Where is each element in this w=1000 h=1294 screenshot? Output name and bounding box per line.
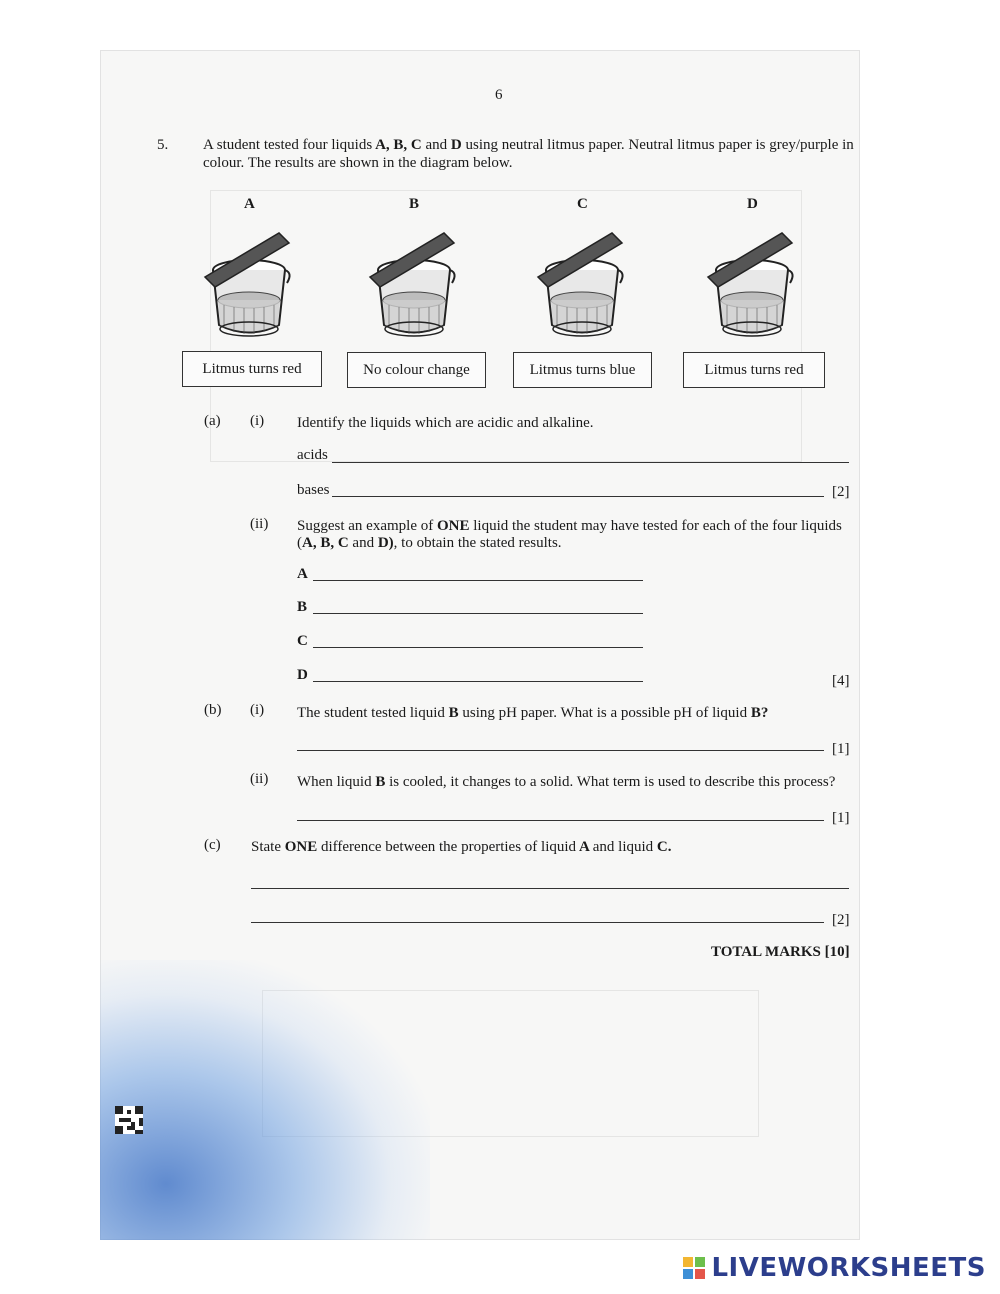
result-box-b: No colour change <box>347 352 486 388</box>
beaker-letter-b: B <box>409 196 420 212</box>
part-a-ii-text-2: (A, B, C and D), to obtain the stated results. <box>297 535 562 551</box>
part-a-ii-text-1: Suggest an example of ONE liquid the student may have tested for each of the four liquids <box>297 518 842 534</box>
beaker-icon-c <box>532 225 632 345</box>
part-c-answer-line-1[interactable] <box>251 888 849 889</box>
result-box-d: Litmus turns red <box>683 352 825 388</box>
answer-letter-c: C <box>297 633 308 649</box>
part-b-ii-marks: [1] <box>832 810 850 826</box>
beaker-icon-b <box>364 225 464 345</box>
part-a-i-label: (i) <box>250 413 265 429</box>
part-a-i-text: Identify the liquids which are acidic and alkaline. <box>297 415 594 431</box>
part-b-ii-label: (ii) <box>250 771 269 787</box>
page-number: 6 <box>495 87 503 103</box>
part-c-label: (c) <box>204 837 221 853</box>
answer-letter-b: B <box>297 599 308 615</box>
result-box-c: Litmus turns blue <box>513 352 652 388</box>
part-c-answer-line-2[interactable] <box>251 922 824 923</box>
bases-label: bases <box>297 482 330 498</box>
beaker-letter-c: C <box>577 196 588 212</box>
question-intro-1: A student tested four liquids A, B, C and D using neutral litmus paper. Neutral litmus paper is grey/purple in <box>203 137 854 153</box>
answer-line-a[interactable] <box>313 580 643 581</box>
liveworksheets-logo[interactable] <box>683 1253 986 1283</box>
part-b-label: (b) <box>204 702 222 718</box>
part-b-ii-text: When liquid B is cooled, it changes to a solid. What term is used to describe this process? <box>297 774 836 790</box>
answer-line-c[interactable] <box>313 647 643 648</box>
acids-label: acids <box>297 447 328 463</box>
part-b-i-answer-line[interactable] <box>297 750 824 751</box>
part-a-i-marks: [2] <box>832 484 850 500</box>
part-a-ii-marks: [4] <box>832 673 850 689</box>
total-marks: TOTAL MARKS [10] <box>711 944 850 960</box>
part-a-label: (a) <box>204 413 221 429</box>
part-a-ii-label: (ii) <box>250 516 269 532</box>
answer-letter-d: D <box>297 667 308 683</box>
part-b-i-marks: [1] <box>832 741 850 757</box>
part-c-marks: [2] <box>832 912 850 928</box>
question-intro-2: colour. The results are shown in the diagram below. <box>203 155 513 171</box>
beaker-letter-a: A <box>244 196 255 212</box>
qr-code-icon <box>115 1105 143 1135</box>
logo-mark-icon <box>683 1257 705 1279</box>
logo-text: LIVEWORKSHEETS <box>711 1253 986 1283</box>
blue-stain <box>100 960 430 1240</box>
part-b-i-label: (i) <box>250 702 265 718</box>
answer-line-b[interactable] <box>313 613 643 614</box>
result-box-a: Litmus turns red <box>182 351 322 387</box>
part-b-ii-answer-line[interactable] <box>297 820 824 821</box>
bases-answer-line[interactable] <box>332 496 824 497</box>
beaker-icon-d <box>702 225 802 345</box>
acids-answer-line[interactable] <box>332 462 849 463</box>
answer-letter-a: A <box>297 566 308 582</box>
part-c-text: State ONE difference between the properties of liquid A and liquid C. <box>251 839 672 855</box>
part-b-i-text: The student tested liquid B using pH paper. What is a possible pH of liquid B? <box>297 705 769 721</box>
beaker-letter-d: D <box>747 196 758 212</box>
answer-line-d[interactable] <box>313 681 643 682</box>
question-number: 5. <box>157 137 169 153</box>
beaker-icon-a <box>199 225 299 345</box>
